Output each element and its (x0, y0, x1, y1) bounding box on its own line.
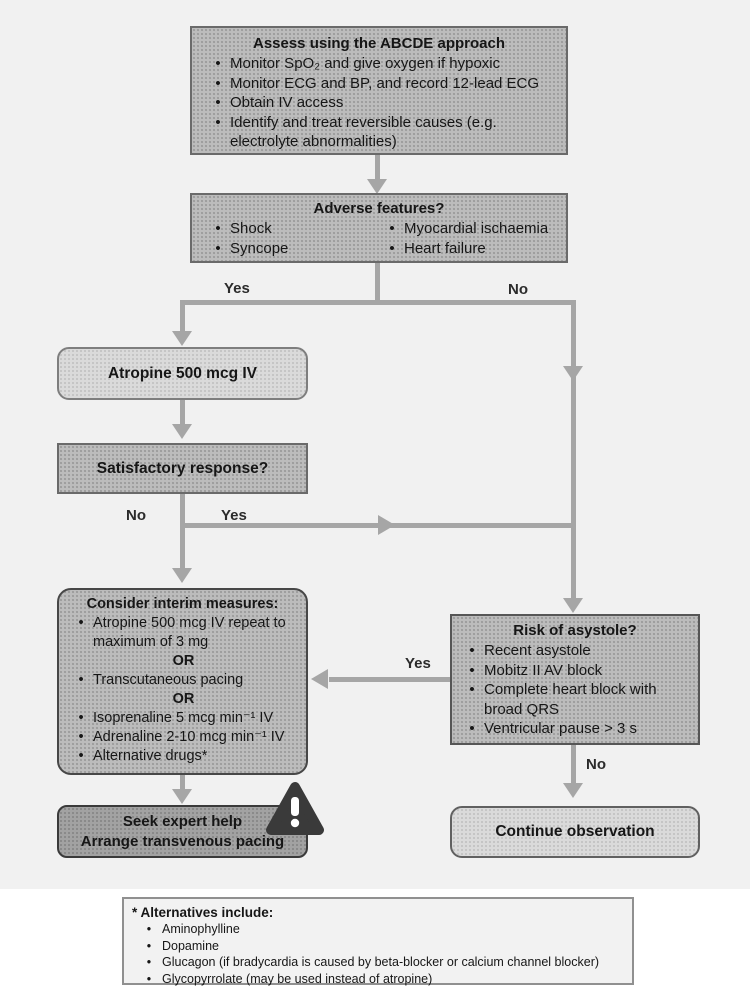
connector-line (180, 300, 576, 305)
branch-label-no: No (508, 281, 528, 298)
list-item-text: • Monitor ECG and BP, and record 12-lead ECG (230, 74, 540, 92)
list-item-text: • Mobitz II AV block (484, 661, 603, 679)
branch-label-no: No (586, 756, 606, 773)
list-item-text: • Aminophylline (162, 922, 240, 936)
list-item-text: • Glucagon (if bradycardia is caused by beta-blocker or calcium channel blocker) (162, 955, 600, 969)
list-item (460, 680, 690, 719)
list-item-text: • Shock (230, 220, 272, 237)
list-item (380, 219, 556, 239)
arrowhead-down (172, 424, 192, 439)
satisfactory-title: Satisfactory response? (96, 459, 269, 477)
arrowhead-down (172, 789, 192, 804)
arrowhead-right (378, 515, 395, 535)
list-item-text: • Isoprenaline 5 mcg min⁻¹ IV (93, 710, 274, 726)
arrowhead-down (563, 598, 583, 613)
list-item-text: • Recent asystole (484, 642, 591, 659)
list-item-text: • Obtain IV access (230, 94, 344, 111)
interim-title: Consider interim measures: (86, 596, 279, 612)
list-item (69, 728, 298, 747)
list-item-text: • Dopamine (162, 938, 219, 953)
interim-measures-box (57, 588, 308, 775)
list-item-text: • Adrenaline 2-10 mcg min⁻¹ IV (93, 729, 285, 745)
list-item-text: • Ventricular pause > 3 s (484, 720, 638, 737)
risk-title: Risk of asystole? (513, 622, 637, 639)
satisfactory-response-box (57, 443, 308, 494)
list-item-text: • Atropine 500 mcg IV repeat to maximum of 3 mg (93, 615, 286, 650)
branch-label-yes: Yes (224, 280, 250, 297)
seek-line1: Seek expert help (122, 812, 243, 830)
connector-line (329, 677, 450, 682)
risk-of-asystole-box (450, 614, 700, 745)
list-item-text: • Heart failure (404, 239, 486, 257)
branch-label-no: No (126, 507, 146, 524)
list-item (69, 671, 298, 690)
arrowhead-left (311, 669, 328, 689)
connector-line (375, 263, 380, 305)
list-item (206, 239, 364, 259)
continue-observation-box (450, 806, 700, 858)
continue-label: Continue observation (495, 823, 655, 840)
adverse-features-box (190, 193, 568, 263)
list-item-text: • Complete heart block with broad QRS (484, 681, 657, 718)
footnote-title: * Alternatives include: (132, 905, 274, 920)
list-item (206, 113, 556, 152)
list-item (206, 74, 556, 94)
arrowhead-down (563, 366, 583, 381)
assess-title: Assess using the ABCDE approach (252, 35, 505, 52)
list-item-text: • Myocardial ischaemia (404, 220, 549, 237)
list-item (206, 54, 556, 74)
list-item-text: • Monitor SpO₂ and give oxygen if hypoxic (230, 55, 501, 72)
seek-line2: Arrange transvenous pacing (80, 832, 285, 850)
list-item (136, 921, 618, 938)
adverse-title: Adverse features? (313, 200, 445, 217)
list-item (69, 747, 298, 766)
assess-box (190, 26, 568, 155)
list-item (206, 93, 556, 113)
adverse-col1 (196, 219, 370, 258)
warning-icon (266, 779, 324, 839)
connector-line (571, 745, 576, 785)
arrowhead-down (563, 783, 583, 798)
adverse-col2 (370, 219, 562, 258)
list-item-text: • Syncope (230, 239, 289, 257)
list-item (136, 971, 618, 988)
list-item (380, 239, 556, 259)
arrowhead-down (367, 179, 387, 194)
arrowhead-down (172, 568, 192, 583)
connector-line (180, 400, 185, 426)
list-item-text: • Transcutaneous pacing (93, 672, 244, 688)
connector-line (571, 300, 576, 598)
arrowhead-down (172, 331, 192, 346)
list-item-text: • Glycopyrrolate (may be used instead of atropine) (162, 971, 433, 986)
list-item (136, 954, 618, 971)
alternatives-footnote-box (122, 897, 634, 985)
list-item (69, 709, 298, 728)
list-item (69, 614, 298, 652)
connector-line (180, 300, 185, 333)
atropine-box (57, 347, 308, 400)
list-item (460, 719, 690, 739)
or-separator: OR (172, 691, 195, 707)
list-item-text: • Alternative drugs* (93, 748, 208, 764)
list-item-text: • Identify and treat reversible causes (e.g. electrolyte abnormalities) (230, 113, 497, 150)
list-item (136, 938, 618, 955)
list-item (460, 641, 690, 661)
connector-line (375, 155, 380, 181)
list-item (460, 661, 690, 681)
branch-label-yes: Yes (405, 655, 431, 672)
connector-line (180, 494, 185, 570)
or-separator: OR (172, 653, 195, 669)
branch-label-yes: Yes (221, 507, 247, 524)
list-item (206, 219, 364, 239)
atropine-label: Atropine 500 mcg IV (107, 364, 257, 382)
